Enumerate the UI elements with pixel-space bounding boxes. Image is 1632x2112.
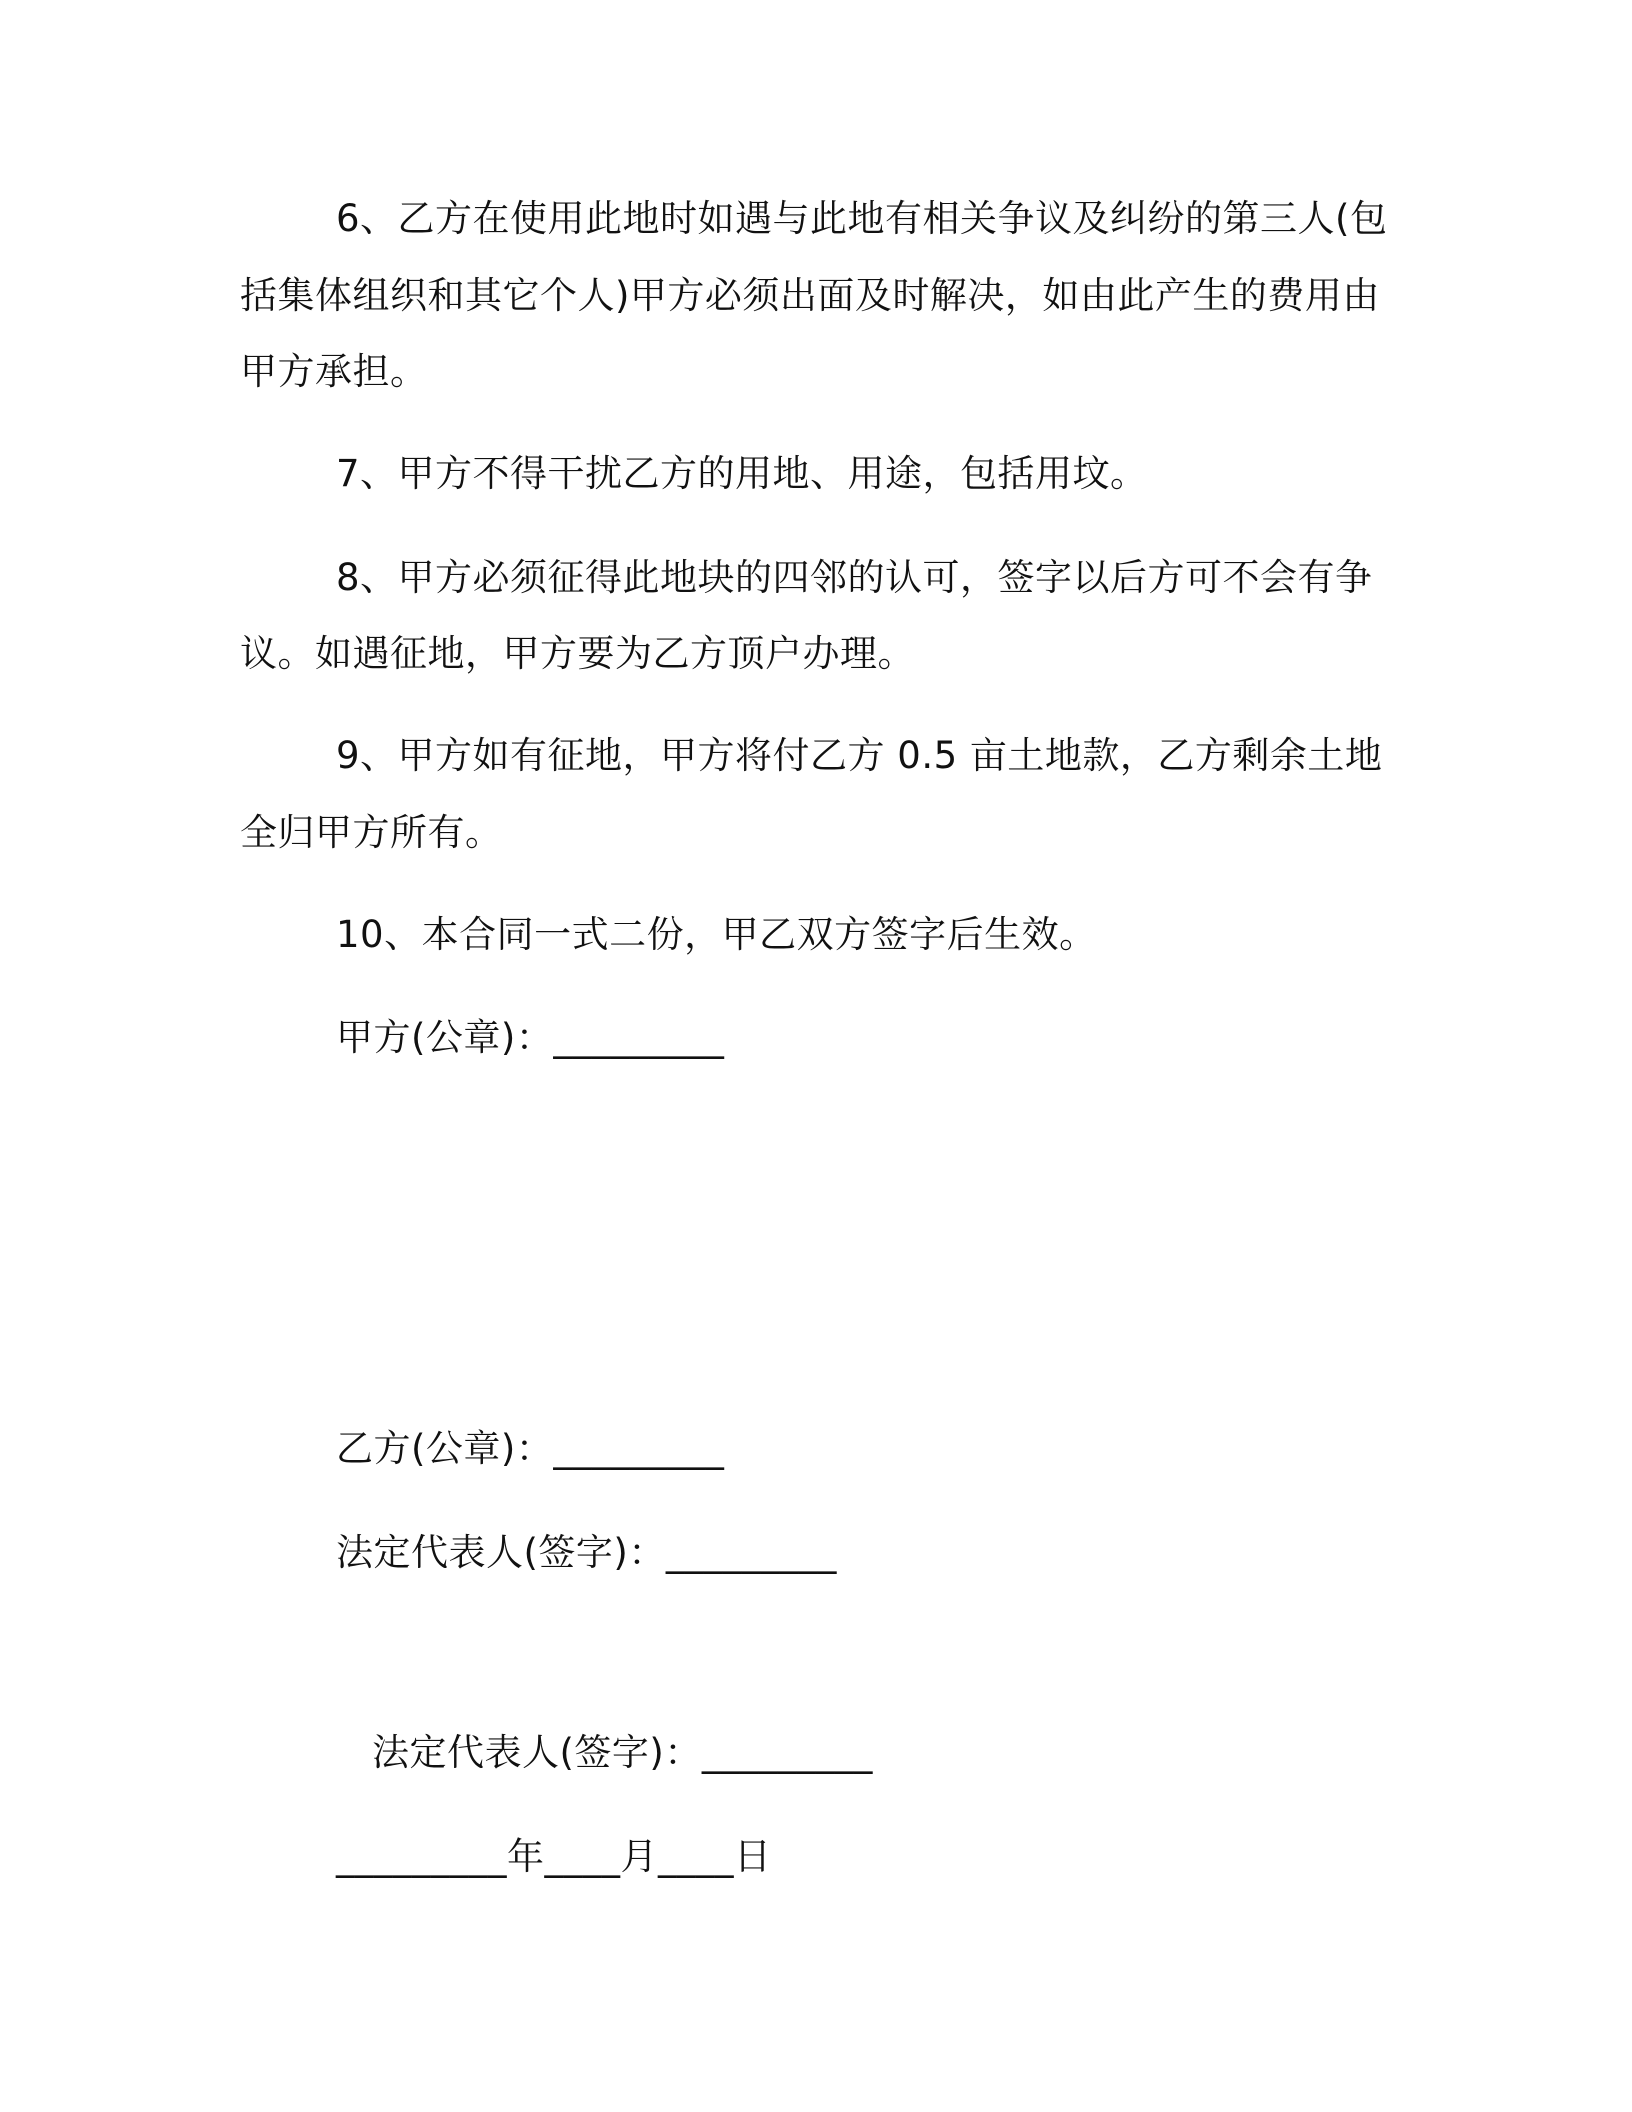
clause-6-line-2: 括集体组织和其它个人)甲方必须出面及时解决，如由此产生的费用由 bbox=[240, 274, 1380, 317]
signing-date: _________年____月____日 bbox=[336, 1835, 772, 1878]
clause-6-line-3: 甲方承担。 bbox=[240, 350, 428, 393]
clause-9-line-1: 9、甲方如有征地，甲方将付乙方 0.5 亩土地款，乙方剩余土地 bbox=[336, 734, 1383, 777]
clause-7-line-1: 7、甲方不得干扰乙方的用地、用途，包括用坟。 bbox=[336, 452, 1148, 495]
legal-representative-signature-2: 法定代表人(签字)：_________ bbox=[372, 1731, 873, 1774]
party-b-seal: 乙方(公章)：_________ bbox=[336, 1427, 725, 1470]
clause-8-line-1: 8、甲方必须征得此地块的四邻的认可，签字以后方可不会有争 bbox=[336, 556, 1373, 599]
legal-representative-signature-1: 法定代表人(签字)：_________ bbox=[336, 1531, 837, 1574]
clause-10-line-1: 10、本合同一式二份，甲乙双方签字后生效。 bbox=[336, 913, 1097, 956]
party-a-seal: 甲方(公章)：_________ bbox=[336, 1016, 725, 1059]
clause-9-line-2: 全归甲方所有。 bbox=[240, 811, 503, 854]
clause-8-line-2: 议。如遇征地，甲方要为乙方顶户办理。 bbox=[240, 632, 915, 675]
clause-6-line-1: 6、乙方在使用此地时如遇与此地有相关争议及纠纷的第三人(包 bbox=[336, 197, 1388, 240]
